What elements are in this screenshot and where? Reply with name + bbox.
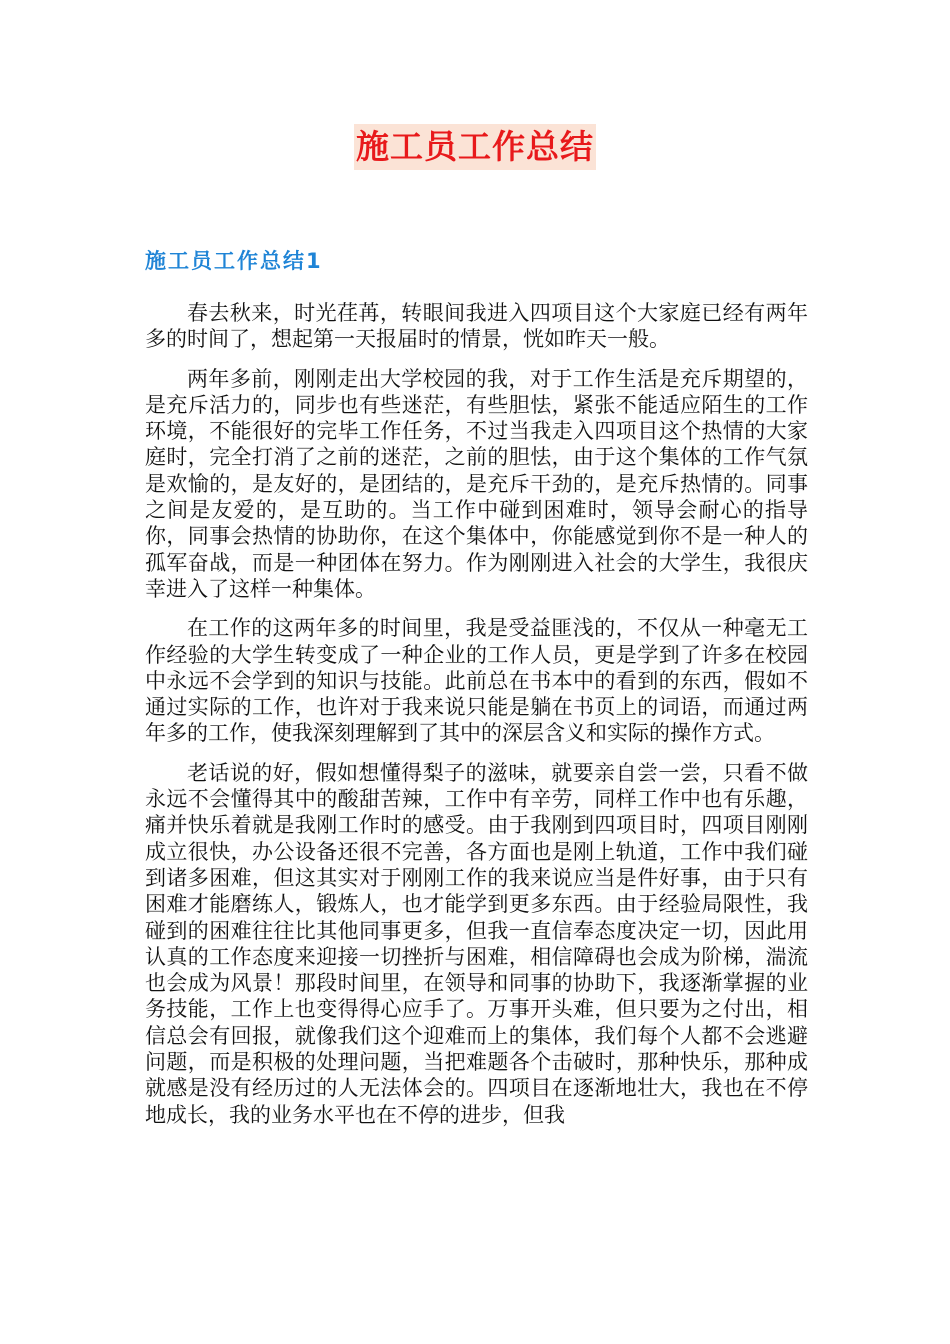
document-title: 施工员工作总结 — [354, 124, 596, 170]
paragraph: 春去秋来，时光荏苒，转眼间我进入四项目这个大家庭已经有两年多的时间了，想起第一天报届时的情景，恍如昨天一般。 — [145, 301, 808, 352]
paragraph: 在工作的这两年多的时间里，我是受益匪浅的，不仅从一种毫无工作经验的大学生转变成了一种企业的工作人员，更是学到了许多在校园中永远不会学到的知识与技能。此前总在书本中的看到的东西，假如不通过实际的工作，也许对于我来说只能是躺在书页上的词语，而通过两年多的工作，使我深刻理解到了其中的深层含义和实际的操作方式。 — [145, 616, 808, 746]
paragraph: 两年多前，刚刚走出大学校园的我，对于工作生活是充斥期望的，是充斥活力的，同步也有些迷茫，有些胆怯，紧张不能适应陌生的工作环境，不能很好的完毕工作任务，不过当我走入四项目这个热情的大家庭时，完全打消了之前的迷茫，之前的胆怯，由于这个集体的工作气氛是欢愉的，是友好的，是团结的，是充斥干劲的，是充斥热情的。同事之间是友爱的，是互助的。当工作中碰到困难时，领导会耐心的指导你，同事会热情的协助你，在这个集体中，你能感觉到你不是一种人的孤军奋战，而是一种团体在努力。作为刚刚进入社会的大学生，我很庆幸进入了这样一种集体。 — [145, 366, 808, 601]
paragraph: 老话说的好，假如想懂得梨子的滋味，就要亲自尝一尝，只看不做永远不会懂得其中的酸甜苦辣，工作中有辛劳，同样工作中也有乐趣，痛并快乐着就是我刚工作时的感受。由于我刚到四项目时，四项目刚刚成立很快，办公设备还很不完善，各方面也是刚上轨道，工作中我们碰到诸多困难，但这其实对于刚刚工作的我来说应当是件好事，由于只有困难才能磨练人，锻炼人，也才能学到更多东西。由于经验局限性，我碰到的困难往往比其他同事更多，但我一直信奉态度决定一切，因此用认真的工作态度来迎接一切挫折与困难，相信障碍也会成为阶梯，湍流也会成为风景！那段时间里，在领导和同事的协助下，我逐渐掌握的业务技能，工作上也变得得心应手了。万事开头难，但只要为之付出，相信总会有回报，就像我们这个迎难而上的集体，我们每个人都不会逃避问题，而是积极的处理问题，当把难题各个击破时，那种快乐，那种成就感是没有经历过的人无法体会的。四项目在逐渐地壮大，我也在不停地成长，我的业务水平也在不停的进步，但我 — [145, 760, 808, 1127]
document-body — [145, 300, 808, 1141]
section-heading: 施工员工作总结1 — [145, 249, 323, 273]
title-container — [0, 124, 950, 170]
